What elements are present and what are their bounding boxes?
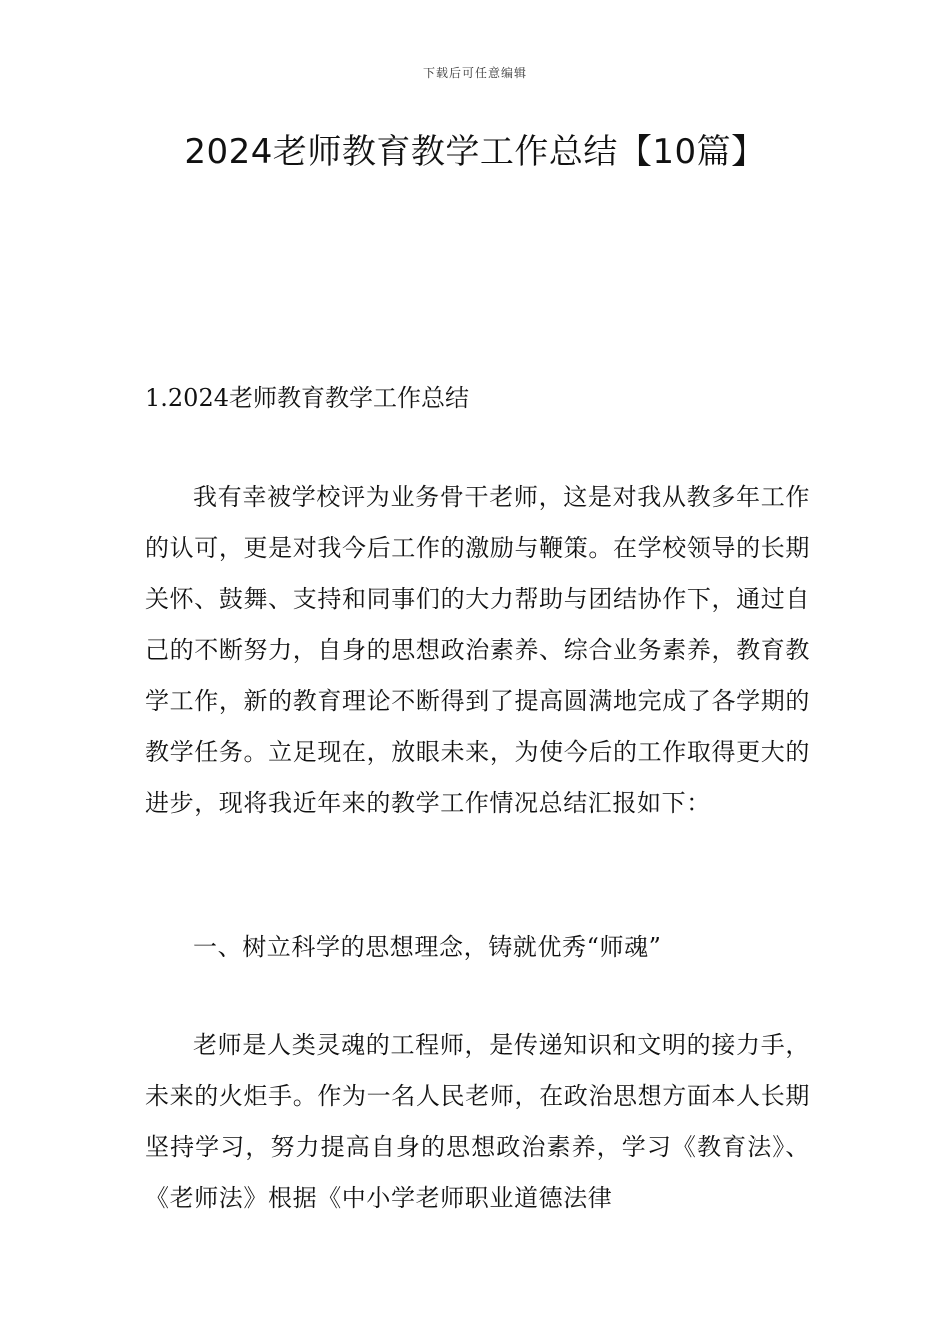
section-heading: 1.2024老师教育教学工作总结 [145,384,469,412]
body-paragraph: 老师是人类灵魂的工程师，是传递知识和文明的接力手，未来的火炬手。作为一名人民老师，在政治思想方面本人长期坚持学习，努力提高自身的思想政治素养，学习《教育法》、《老师法》根据《中小学老师职业道德法律 [145,1031,810,1212]
header-note: 下载后可任意编辑 [422,66,527,80]
subheading: 一、树立科学的思想理念，铸就优秀“师魂” [193,933,662,961]
document-title: 2024老师教育教学工作总结【10篇】 [184,132,766,172]
body-paragraph: 我有幸被学校评为业务骨干老师，这是对我从教多年工作的认可，更是对我今后工作的激励与鞭策。在学校领导的长期关怀、鼓舞、支持和同事们的大力帮助与团结协作下，通过自己的不断努力，自身的思想政治素养、综合业务素养，教育教学工作，新的教育理论不断得到了提高圆满地完成了各学期的教学任务。立足现在，放眼未来，为使今后的工作取得更大的进步，现将我近年来的教学工作情况总结汇报如下： [145,483,810,817]
